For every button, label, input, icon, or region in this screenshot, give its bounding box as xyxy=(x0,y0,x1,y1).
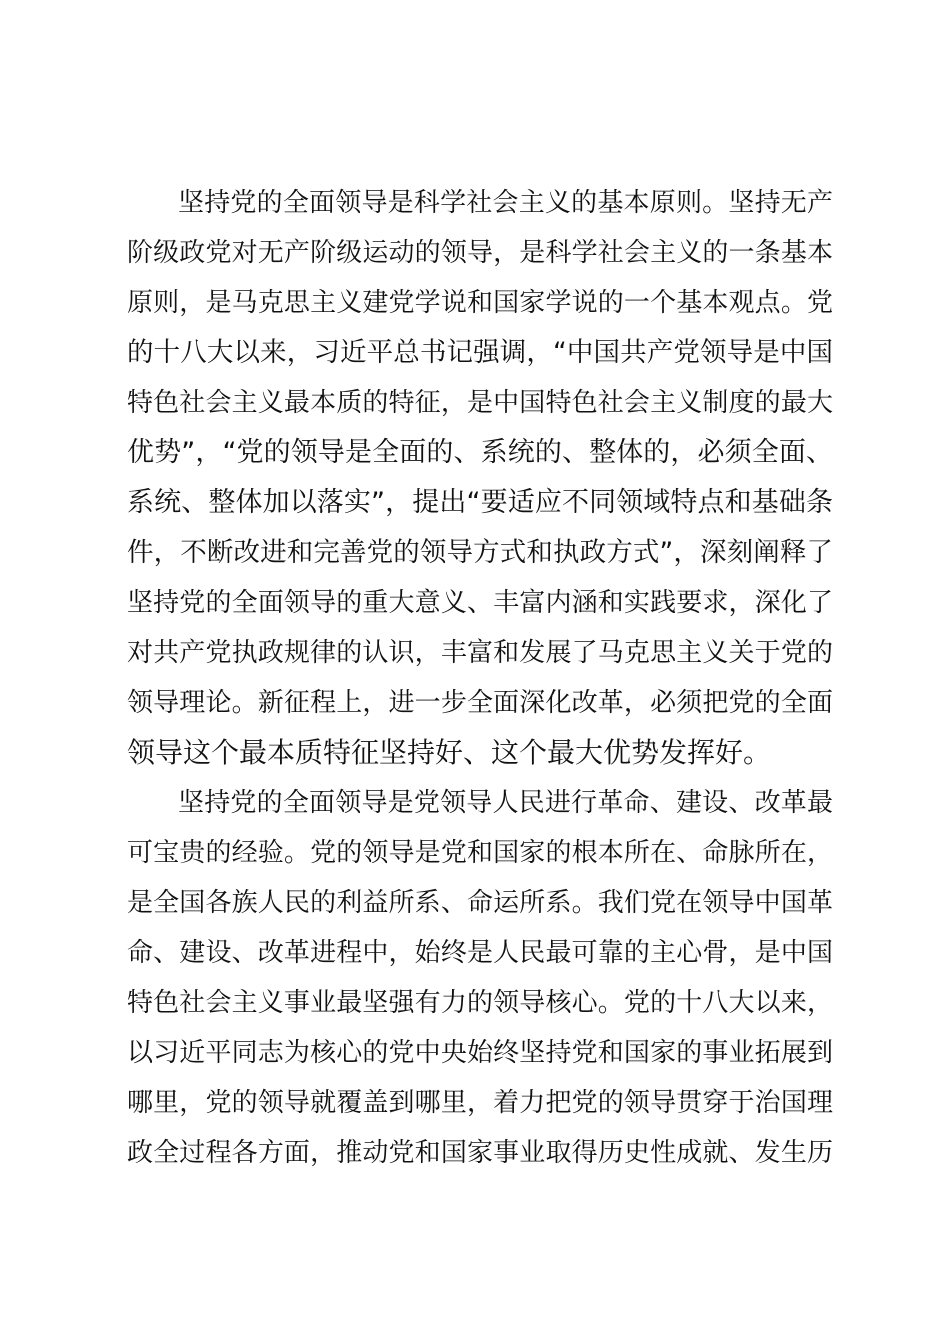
paragraph-1-line-1: 坚持党的全面领导是科学社会主义的基本原则。坚持无产 xyxy=(178,188,833,218)
paragraph-1-line-3: 原则，是马克思主义建党学说和国家学说的一个基本观点。党 xyxy=(127,288,833,318)
paragraph-2-line-1: 坚持党的全面领导是党领导人民进行革命、建设、改革最 xyxy=(178,788,833,818)
paragraph-1-line-6: 优势”，“党的领导是全面的、系统的、整体的，必须全面、 xyxy=(127,437,833,468)
paragraph-2-line-2: 可宝贵的经验。党的领导是党和国家的根本所在、命脉所在， xyxy=(127,838,833,868)
paragraph-1-line-8: 件，不断改进和完善党的领导方式和执政方式”，深刻阐释了 xyxy=(127,537,833,568)
paragraph-2-line-4: 命、建设、改革进程中，始终是人民最可靠的主心骨，是中国 xyxy=(127,938,833,968)
paragraph-1-line-10: 对共产党执政规律的认识，丰富和发展了马克思主义关于党的 xyxy=(127,638,833,668)
paragraph-2-line-7: 哪里，党的领导就覆盖到哪里，着力把党的领导贯穿于治国理 xyxy=(127,1088,833,1118)
paragraph-2-line-3: 是全国各族人民的利益所系、命运所系。我们党在领导中国革 xyxy=(127,888,833,918)
paragraph-2-line-5: 特色社会主义事业最坚强有力的领导核心。党的十八大以来， xyxy=(127,988,833,1018)
paragraph-1-line-4: 的十八大以来，习近平总书记强调，“中国共产党领导是中国 xyxy=(127,337,833,368)
paragraph-1-line-11: 领导理论。新征程上，进一步全面深化改革，必须把党的全面 xyxy=(127,688,833,718)
paragraph-1-line-7: 系统、整体加以落实”，提出“要适应不同领域特点和基础条 xyxy=(127,487,833,518)
paragraph-1-line-9: 坚持党的全面领导的重大意义、丰富内涵和实践要求，深化了 xyxy=(127,588,833,618)
paragraph-2-line-6: 以习近平同志为核心的党中央始终坚持党和国家的事业拓展到 xyxy=(127,1038,833,1068)
paragraph-2-line-8: 政全过程各方面，推动党和国家事业取得历史性成就、发生历 xyxy=(127,1138,833,1168)
paragraph-1-line-2: 阶级政党对无产阶级运动的领导，是科学社会主义的一条基本 xyxy=(127,238,833,268)
paragraph-1-line-12: 领导这个最本质特征坚持好、这个最大优势发挥好。 xyxy=(127,736,772,769)
paragraph-1-line-5: 特色社会主义最本质的特征，是中国特色社会主义制度的最大 xyxy=(127,388,833,418)
